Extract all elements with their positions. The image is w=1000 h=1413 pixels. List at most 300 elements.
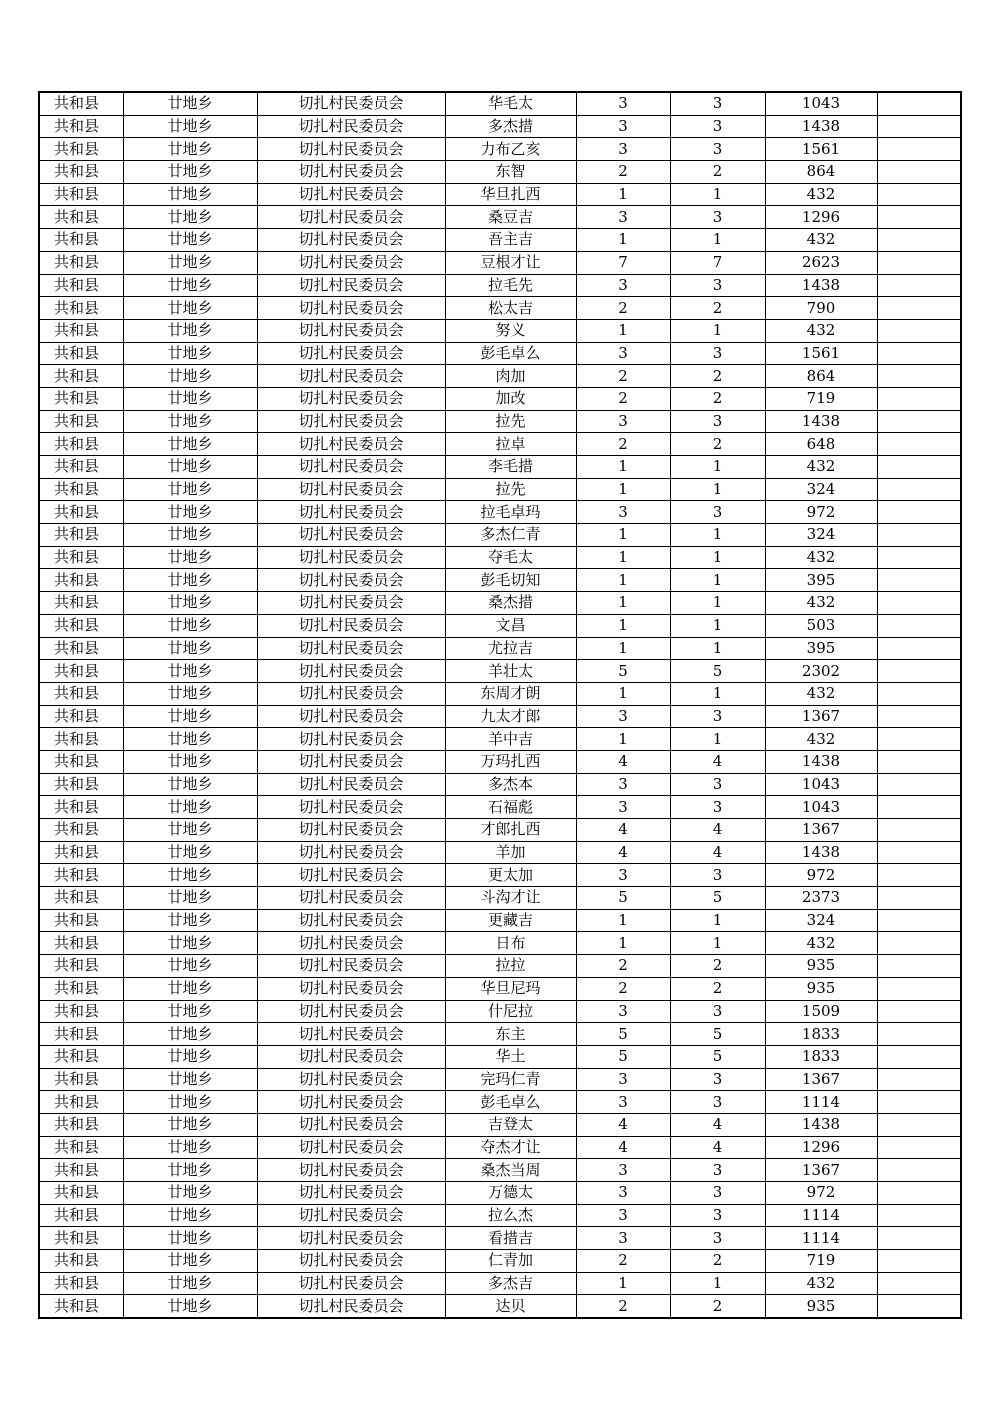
village-committee-cell: 切扎村民委员会 <box>257 319 445 342</box>
name-cell: 彭毛卓么 <box>445 342 576 365</box>
village-committee-cell: 切扎村民委员会 <box>257 1272 445 1295</box>
table-row <box>39 1204 961 1227</box>
county-cell: 共和县 <box>39 365 123 388</box>
amount-cell: 1438 <box>765 115 877 138</box>
name-cell: 肉加 <box>445 365 576 388</box>
count-a-cell: 4 <box>576 819 670 842</box>
table-row <box>39 819 961 842</box>
village-committee-cell: 切扎村民委员会 <box>257 1136 445 1159</box>
table-row <box>39 728 961 751</box>
village-committee-cell: 切扎村民委员会 <box>257 569 445 592</box>
village-committee-cell: 切扎村民委员会 <box>257 1182 445 1205</box>
count-a-cell: 3 <box>576 1204 670 1227</box>
count-b-cell: 1 <box>670 728 765 751</box>
county-cell: 共和县 <box>39 1113 123 1136</box>
count-a-cell: 1 <box>576 637 670 660</box>
table-row <box>39 251 961 274</box>
amount-cell: 432 <box>765 728 877 751</box>
amount-cell: 1043 <box>765 92 877 115</box>
township-cell: 廿地乡 <box>123 433 257 456</box>
amount-cell: 719 <box>765 1250 877 1273</box>
table-row <box>39 909 961 932</box>
name-cell: 桑杰措 <box>445 592 576 615</box>
table-row <box>39 161 961 184</box>
village-committee-cell: 切扎村民委员会 <box>257 796 445 819</box>
count-b-cell: 4 <box>670 1136 765 1159</box>
amount-cell: 1114 <box>765 1204 877 1227</box>
table-row <box>39 1136 961 1159</box>
village-committee-cell: 切扎村民委员会 <box>257 183 445 206</box>
county-cell: 共和县 <box>39 819 123 842</box>
remark-cell <box>877 342 961 365</box>
township-cell: 廿地乡 <box>123 546 257 569</box>
amount-cell: 719 <box>765 387 877 410</box>
amount-cell: 324 <box>765 909 877 932</box>
amount-cell: 1296 <box>765 1136 877 1159</box>
remark-cell <box>877 1000 961 1023</box>
count-b-cell: 3 <box>670 206 765 229</box>
name-cell: 仁青加 <box>445 1250 576 1273</box>
count-b-cell: 7 <box>670 251 765 274</box>
amount-cell: 1561 <box>765 138 877 161</box>
remark-cell <box>877 569 961 592</box>
county-cell: 共和县 <box>39 1295 123 1318</box>
count-b-cell: 2 <box>670 1250 765 1273</box>
count-b-cell: 3 <box>670 796 765 819</box>
table-row <box>39 955 961 978</box>
name-cell: 华旦扎西 <box>445 183 576 206</box>
amount-cell: 432 <box>765 1272 877 1295</box>
name-cell: 彭毛切知 <box>445 569 576 592</box>
table-row <box>39 183 961 206</box>
county-cell: 共和县 <box>39 1000 123 1023</box>
amount-cell: 935 <box>765 977 877 1000</box>
name-cell: 日布 <box>445 932 576 955</box>
table-row <box>39 705 961 728</box>
remark-cell <box>877 206 961 229</box>
township-cell: 廿地乡 <box>123 1068 257 1091</box>
table-row <box>39 864 961 887</box>
amount-cell: 1833 <box>765 1045 877 1068</box>
remark-cell <box>877 1136 961 1159</box>
name-cell: 多杰仁青 <box>445 524 576 547</box>
amount-cell: 1114 <box>765 1227 877 1250</box>
remark-cell <box>877 1113 961 1136</box>
count-a-cell: 2 <box>576 977 670 1000</box>
remark-cell <box>877 637 961 660</box>
count-a-cell: 3 <box>576 342 670 365</box>
county-cell: 共和县 <box>39 274 123 297</box>
count-a-cell: 4 <box>576 750 670 773</box>
village-committee-cell: 切扎村民委员会 <box>257 1250 445 1273</box>
count-a-cell: 5 <box>576 1023 670 1046</box>
amount-cell: 1367 <box>765 819 877 842</box>
count-b-cell: 3 <box>670 1159 765 1182</box>
remark-cell <box>877 864 961 887</box>
name-cell: 华毛太 <box>445 92 576 115</box>
village-committee-cell: 切扎村民委员会 <box>257 864 445 887</box>
township-cell: 廿地乡 <box>123 138 257 161</box>
count-b-cell: 1 <box>670 614 765 637</box>
amount-cell: 1438 <box>765 274 877 297</box>
township-cell: 廿地乡 <box>123 932 257 955</box>
name-cell: 吾主吉 <box>445 229 576 252</box>
count-a-cell: 4 <box>576 1136 670 1159</box>
name-cell: 松太吉 <box>445 297 576 320</box>
table-row <box>39 932 961 955</box>
village-committee-cell: 切扎村民委员会 <box>257 909 445 932</box>
county-cell: 共和县 <box>39 524 123 547</box>
village-committee-cell: 切扎村民委员会 <box>257 819 445 842</box>
village-committee-cell: 切扎村民委员会 <box>257 410 445 433</box>
township-cell: 廿地乡 <box>123 1159 257 1182</box>
count-b-cell: 1 <box>670 682 765 705</box>
remark-cell <box>877 229 961 252</box>
name-cell: 拉毛先 <box>445 274 576 297</box>
village-committee-cell: 切扎村民委员会 <box>257 1091 445 1114</box>
count-a-cell: 2 <box>576 955 670 978</box>
remark-cell <box>877 410 961 433</box>
township-cell: 廿地乡 <box>123 478 257 501</box>
township-cell: 廿地乡 <box>123 909 257 932</box>
remark-cell <box>877 501 961 524</box>
name-cell: 桑豆吉 <box>445 206 576 229</box>
village-committee-cell: 切扎村民委员会 <box>257 161 445 184</box>
county-cell: 共和县 <box>39 705 123 728</box>
count-a-cell: 1 <box>576 932 670 955</box>
county-cell: 共和县 <box>39 841 123 864</box>
township-cell: 廿地乡 <box>123 1182 257 1205</box>
village-committee-cell: 切扎村民委员会 <box>257 1159 445 1182</box>
count-a-cell: 2 <box>576 365 670 388</box>
remark-cell <box>877 1272 961 1295</box>
remark-cell <box>877 887 961 910</box>
count-a-cell: 2 <box>576 1295 670 1318</box>
beneficiary-table <box>38 91 962 1319</box>
township-cell: 廿地乡 <box>123 660 257 683</box>
name-cell: 桑杰当周 <box>445 1159 576 1182</box>
amount-cell: 1043 <box>765 773 877 796</box>
count-b-cell: 2 <box>670 161 765 184</box>
table-row <box>39 1182 961 1205</box>
name-cell: 夺杰才让 <box>445 1136 576 1159</box>
county-cell: 共和县 <box>39 1250 123 1273</box>
township-cell: 廿地乡 <box>123 297 257 320</box>
remark-cell <box>877 1295 961 1318</box>
count-a-cell: 3 <box>576 115 670 138</box>
amount-cell: 864 <box>765 365 877 388</box>
count-a-cell: 2 <box>576 297 670 320</box>
table-row <box>39 773 961 796</box>
remark-cell <box>877 705 961 728</box>
count-a-cell: 2 <box>576 387 670 410</box>
table-row <box>39 456 961 479</box>
village-committee-cell: 切扎村民委员会 <box>257 1204 445 1227</box>
amount-cell: 1438 <box>765 410 877 433</box>
remark-cell <box>877 1182 961 1205</box>
name-cell: 万玛扎西 <box>445 750 576 773</box>
township-cell: 廿地乡 <box>123 1136 257 1159</box>
remark-cell <box>877 773 961 796</box>
count-b-cell: 2 <box>670 1295 765 1318</box>
county-cell: 共和县 <box>39 1091 123 1114</box>
amount-cell: 432 <box>765 456 877 479</box>
county-cell: 共和县 <box>39 637 123 660</box>
township-cell: 廿地乡 <box>123 183 257 206</box>
remark-cell <box>877 387 961 410</box>
township-cell: 廿地乡 <box>123 705 257 728</box>
village-committee-cell: 切扎村民委员会 <box>257 955 445 978</box>
table-row <box>39 569 961 592</box>
count-b-cell: 3 <box>670 773 765 796</box>
county-cell: 共和县 <box>39 1227 123 1250</box>
name-cell: 夺毛太 <box>445 546 576 569</box>
amount-cell: 935 <box>765 955 877 978</box>
village-committee-cell: 切扎村民委员会 <box>257 750 445 773</box>
remark-cell <box>877 115 961 138</box>
village-committee-cell: 切扎村民委员会 <box>257 728 445 751</box>
village-committee-cell: 切扎村民委员会 <box>257 524 445 547</box>
count-b-cell: 1 <box>670 569 765 592</box>
county-cell: 共和县 <box>39 773 123 796</box>
remark-cell <box>877 92 961 115</box>
count-b-cell: 3 <box>670 115 765 138</box>
county-cell: 共和县 <box>39 1159 123 1182</box>
county-cell: 共和县 <box>39 161 123 184</box>
name-cell: 拉卓 <box>445 433 576 456</box>
county-cell: 共和县 <box>39 750 123 773</box>
township-cell: 廿地乡 <box>123 728 257 751</box>
remark-cell <box>877 251 961 274</box>
count-b-cell: 3 <box>670 1227 765 1250</box>
village-committee-cell: 切扎村民委员会 <box>257 206 445 229</box>
county-cell: 共和县 <box>39 251 123 274</box>
county-cell: 共和县 <box>39 977 123 1000</box>
amount-cell: 790 <box>765 297 877 320</box>
count-b-cell: 5 <box>670 1023 765 1046</box>
name-cell: 拉么杰 <box>445 1204 576 1227</box>
name-cell: 多杰吉 <box>445 1272 576 1295</box>
township-cell: 廿地乡 <box>123 161 257 184</box>
count-b-cell: 3 <box>670 1091 765 1114</box>
county-cell: 共和县 <box>39 569 123 592</box>
table-row <box>39 229 961 252</box>
township-cell: 廿地乡 <box>123 319 257 342</box>
table-row <box>39 1045 961 1068</box>
name-cell: 多杰本 <box>445 773 576 796</box>
amount-cell: 1438 <box>765 750 877 773</box>
count-a-cell: 3 <box>576 1000 670 1023</box>
village-committee-cell: 切扎村民委员会 <box>257 1045 445 1068</box>
table-row <box>39 1091 961 1114</box>
county-cell: 共和县 <box>39 297 123 320</box>
count-b-cell: 3 <box>670 1204 765 1227</box>
count-a-cell: 3 <box>576 705 670 728</box>
village-committee-cell: 切扎村民委员会 <box>257 456 445 479</box>
name-cell: 力布乙亥 <box>445 138 576 161</box>
count-a-cell: 3 <box>576 1159 670 1182</box>
remark-cell <box>877 524 961 547</box>
count-a-cell: 1 <box>576 569 670 592</box>
count-a-cell: 1 <box>576 319 670 342</box>
count-b-cell: 4 <box>670 1113 765 1136</box>
township-cell: 廿地乡 <box>123 796 257 819</box>
village-committee-cell: 切扎村民委员会 <box>257 251 445 274</box>
name-cell: 努义 <box>445 319 576 342</box>
count-a-cell: 1 <box>576 682 670 705</box>
count-a-cell: 3 <box>576 1068 670 1091</box>
amount-cell: 432 <box>765 319 877 342</box>
remark-cell <box>877 365 961 388</box>
name-cell: 羊加 <box>445 841 576 864</box>
village-committee-cell: 切扎村民委员会 <box>257 614 445 637</box>
remark-cell <box>877 592 961 615</box>
county-cell: 共和县 <box>39 1272 123 1295</box>
count-b-cell: 5 <box>670 887 765 910</box>
count-b-cell: 2 <box>670 365 765 388</box>
amount-cell: 972 <box>765 1182 877 1205</box>
village-committee-cell: 切扎村民委员会 <box>257 887 445 910</box>
count-b-cell: 1 <box>670 478 765 501</box>
count-a-cell: 3 <box>576 796 670 819</box>
county-cell: 共和县 <box>39 342 123 365</box>
township-cell: 廿地乡 <box>123 887 257 910</box>
township-cell: 廿地乡 <box>123 229 257 252</box>
table-row <box>39 524 961 547</box>
amount-cell: 1833 <box>765 1023 877 1046</box>
name-cell: 拉拉 <box>445 955 576 978</box>
count-b-cell: 3 <box>670 342 765 365</box>
table-row <box>39 841 961 864</box>
township-cell: 廿地乡 <box>123 637 257 660</box>
table-row <box>39 796 961 819</box>
amount-cell: 1561 <box>765 342 877 365</box>
amount-cell: 1367 <box>765 1068 877 1091</box>
count-a-cell: 5 <box>576 660 670 683</box>
name-cell: 九太才郎 <box>445 705 576 728</box>
village-committee-cell: 切扎村民委员会 <box>257 841 445 864</box>
table-row <box>39 206 961 229</box>
count-a-cell: 4 <box>576 1113 670 1136</box>
count-b-cell: 3 <box>670 1068 765 1091</box>
count-b-cell: 4 <box>670 750 765 773</box>
amount-cell: 2302 <box>765 660 877 683</box>
name-cell: 拉先 <box>445 478 576 501</box>
count-a-cell: 7 <box>576 251 670 274</box>
county-cell: 共和县 <box>39 592 123 615</box>
count-a-cell: 3 <box>576 864 670 887</box>
name-cell: 看措吉 <box>445 1227 576 1250</box>
remark-cell <box>877 138 961 161</box>
name-cell: 尤拉吉 <box>445 637 576 660</box>
count-b-cell: 3 <box>670 501 765 524</box>
name-cell: 拉毛卓玛 <box>445 501 576 524</box>
name-cell: 羊中吉 <box>445 728 576 751</box>
count-b-cell: 2 <box>670 297 765 320</box>
remark-cell <box>877 909 961 932</box>
village-committee-cell: 切扎村民委员会 <box>257 1000 445 1023</box>
table-row <box>39 887 961 910</box>
township-cell: 廿地乡 <box>123 569 257 592</box>
remark-cell <box>877 274 961 297</box>
name-cell: 李毛措 <box>445 456 576 479</box>
count-a-cell: 1 <box>576 592 670 615</box>
county-cell: 共和县 <box>39 682 123 705</box>
township-cell: 廿地乡 <box>123 1113 257 1136</box>
table-row <box>39 297 961 320</box>
count-a-cell: 3 <box>576 138 670 161</box>
amount-cell: 432 <box>765 546 877 569</box>
village-committee-cell: 切扎村民委员会 <box>257 546 445 569</box>
count-a-cell: 3 <box>576 410 670 433</box>
amount-cell: 432 <box>765 932 877 955</box>
remark-cell <box>877 1204 961 1227</box>
county-cell: 共和县 <box>39 1204 123 1227</box>
township-cell: 廿地乡 <box>123 524 257 547</box>
township-cell: 廿地乡 <box>123 1023 257 1046</box>
remark-cell <box>877 478 961 501</box>
amount-cell: 864 <box>765 161 877 184</box>
table-row <box>39 1068 961 1091</box>
remark-cell <box>877 1023 961 1046</box>
remark-cell <box>877 750 961 773</box>
table-row <box>39 387 961 410</box>
count-a-cell: 3 <box>576 1227 670 1250</box>
count-b-cell: 3 <box>670 138 765 161</box>
county-cell: 共和县 <box>39 1023 123 1046</box>
remark-cell <box>877 614 961 637</box>
county-cell: 共和县 <box>39 115 123 138</box>
remark-cell <box>877 796 961 819</box>
table-row <box>39 750 961 773</box>
name-cell: 华土 <box>445 1045 576 1068</box>
village-committee-cell: 切扎村民委员会 <box>257 478 445 501</box>
remark-cell <box>877 456 961 479</box>
count-b-cell: 1 <box>670 592 765 615</box>
township-cell: 廿地乡 <box>123 1250 257 1273</box>
name-cell: 加改 <box>445 387 576 410</box>
village-committee-cell: 切扎村民委员会 <box>257 92 445 115</box>
count-a-cell: 3 <box>576 1091 670 1114</box>
village-committee-cell: 切扎村民委员会 <box>257 1227 445 1250</box>
amount-cell: 432 <box>765 592 877 615</box>
township-cell: 廿地乡 <box>123 1227 257 1250</box>
village-committee-cell: 切扎村民委员会 <box>257 1113 445 1136</box>
count-a-cell: 2 <box>576 433 670 456</box>
remark-cell <box>877 183 961 206</box>
count-a-cell: 2 <box>576 161 670 184</box>
township-cell: 廿地乡 <box>123 1295 257 1318</box>
county-cell: 共和县 <box>39 387 123 410</box>
table-row <box>39 501 961 524</box>
count-a-cell: 3 <box>576 92 670 115</box>
amount-cell: 1114 <box>765 1091 877 1114</box>
village-committee-cell: 切扎村民委员会 <box>257 138 445 161</box>
amount-cell: 1438 <box>765 841 877 864</box>
township-cell: 廿地乡 <box>123 342 257 365</box>
name-cell: 多杰措 <box>445 115 576 138</box>
remark-cell <box>877 955 961 978</box>
amount-cell: 432 <box>765 682 877 705</box>
township-cell: 廿地乡 <box>123 365 257 388</box>
village-committee-cell: 切扎村民委员会 <box>257 387 445 410</box>
amount-cell: 2623 <box>765 251 877 274</box>
count-b-cell: 3 <box>670 410 765 433</box>
table-row <box>39 660 961 683</box>
township-cell: 廿地乡 <box>123 251 257 274</box>
amount-cell: 1367 <box>765 705 877 728</box>
county-cell: 共和县 <box>39 1182 123 1205</box>
